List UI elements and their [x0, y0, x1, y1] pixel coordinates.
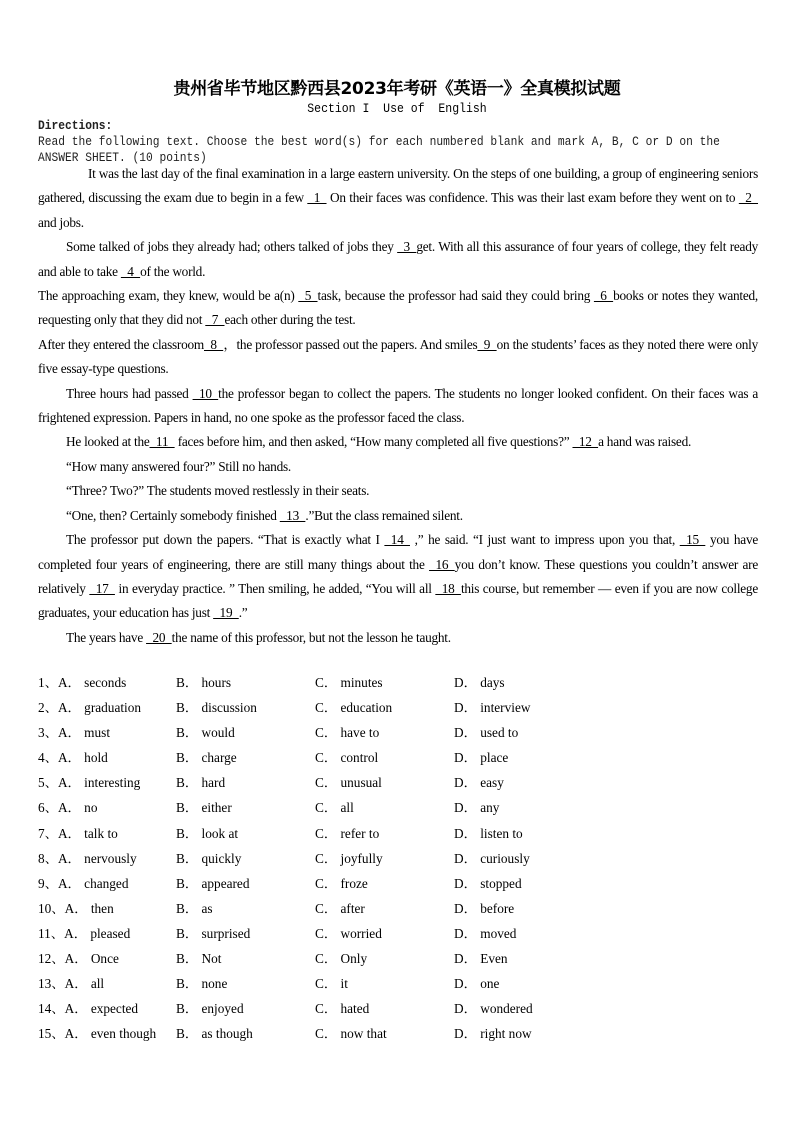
option-b[interactable] — [176, 971, 315, 996]
passage-text: “One, then? Certainly somebody finished — [66, 507, 280, 523]
option-letter: C． — [315, 675, 338, 690]
passage-text: on the students’ faces as they noted there were only five essay-type questions. — [38, 336, 759, 377]
question-number: 15、 — [38, 1026, 65, 1042]
page-title: 贵州省毕节地区黔西县2023年考研《英语一》全真模拟试题 — [173, 79, 621, 99]
option-a[interactable] — [38, 896, 176, 921]
passage-text: get. With all this assurance of four years of college, they felt ready and able to take — [38, 239, 758, 279]
option-letter: C． — [315, 825, 338, 841]
option-b[interactable] — [176, 670, 315, 695]
option-letter: C． — [315, 1001, 338, 1017]
numbered-blank: 20 — [146, 629, 172, 645]
option-letter: A． — [57, 800, 81, 816]
directions-label: Directions: — [38, 119, 113, 133]
option-text: it — [337, 976, 348, 992]
question-options-row — [38, 745, 758, 770]
option-text: control — [337, 750, 379, 766]
question-number: 8、 — [38, 850, 58, 866]
option-letter: B． — [176, 675, 199, 690]
option-letter: D． — [454, 775, 477, 791]
passage-text: of the world. — [140, 263, 206, 279]
numbered-blank: 19 — [213, 605, 239, 621]
numbered-blank: 14 — [384, 532, 410, 548]
option-text: moved — [476, 925, 517, 941]
option-text: hard — [198, 775, 226, 791]
question-options-row — [38, 946, 758, 971]
option-text: days — [476, 675, 505, 690]
passage-text: Some talked of jobs they already had; others talked of jobs they — [66, 239, 398, 255]
passage-text: The professor put down the papers. “That is exactly what I — [66, 532, 385, 548]
option-a[interactable] — [38, 871, 176, 896]
option-d[interactable] — [454, 795, 499, 820]
option-text: no — [80, 800, 98, 816]
question-number: 3、 — [38, 725, 58, 741]
option-text: all — [337, 800, 354, 816]
option-a[interactable] — [38, 745, 176, 770]
option-b[interactable] — [176, 896, 315, 921]
passage-paragraph — [38, 333, 758, 382]
option-letter: A． — [57, 700, 81, 716]
passage-text: After they entered the classroom — [38, 336, 204, 352]
option-text: easy — [476, 775, 504, 791]
passage-paragraph — [38, 162, 758, 235]
option-d[interactable] — [454, 770, 504, 795]
option-b[interactable] — [176, 745, 315, 770]
option-c[interactable] — [315, 821, 454, 846]
question-number: 10、 — [38, 900, 65, 916]
question-options-row — [38, 795, 758, 820]
option-c[interactable] — [315, 971, 454, 996]
option-c[interactable] — [315, 720, 454, 745]
option-letter: D． — [454, 951, 477, 967]
question-number: 13、 — [38, 976, 65, 992]
question-number: 2、 — [38, 700, 58, 716]
option-letter: B． — [176, 875, 199, 891]
question-options-row — [38, 996, 758, 1021]
option-a[interactable] — [38, 996, 176, 1021]
option-text: place — [476, 750, 509, 766]
option-letter: C． — [315, 750, 338, 766]
option-text: have to — [337, 725, 380, 741]
option-a[interactable] — [38, 670, 176, 695]
option-letter: B． — [176, 1001, 199, 1017]
question-options-row — [38, 921, 758, 946]
passage-text: ,” he said. “I just want to impress upon you that, — [409, 532, 680, 548]
option-text: either — [198, 800, 232, 816]
option-c[interactable] — [315, 946, 454, 971]
option-text: used to — [476, 725, 519, 741]
passage-text: Three hours had passed — [66, 385, 193, 401]
option-text: any — [476, 800, 500, 816]
option-text: right now — [476, 1026, 532, 1042]
question-options-row — [38, 695, 758, 720]
question-number: 5、 — [38, 775, 58, 791]
passage-paragraph — [38, 382, 758, 431]
option-letter: B． — [176, 1026, 199, 1042]
option-text: pleased — [87, 925, 131, 941]
question-options-row — [38, 896, 758, 921]
option-a[interactable] — [38, 795, 176, 820]
option-a[interactable] — [38, 821, 176, 846]
option-text: as — [198, 900, 213, 916]
option-letter: D． — [454, 750, 477, 766]
passage-text: this course, but remember — even if you are now college graduates, your education has just — [38, 580, 758, 621]
option-a[interactable] — [38, 770, 176, 795]
passage-paragraph — [38, 504, 758, 528]
question-number: 6、 — [38, 800, 58, 816]
option-letter: B． — [176, 700, 199, 716]
option-b[interactable] — [176, 821, 315, 846]
option-letter: D． — [454, 875, 477, 891]
option-letter: C． — [315, 875, 338, 891]
passage-text: The approaching exam, they knew, would be a(n) — [38, 288, 299, 304]
option-text: worried — [337, 925, 382, 941]
passage-text: and jobs. — [38, 214, 84, 230]
option-letter: B． — [176, 800, 199, 816]
passage-text: task, because the professor had said they could bring — [317, 288, 594, 304]
option-text: none — [198, 976, 228, 992]
answer-options-list — [38, 670, 758, 1046]
option-c[interactable] — [315, 871, 454, 896]
option-text: wondered — [476, 1001, 533, 1017]
option-d[interactable] — [454, 670, 505, 695]
option-d[interactable] — [454, 971, 499, 996]
passage-text: a hand was raised. — [598, 434, 692, 450]
option-a[interactable] — [38, 846, 176, 871]
numbered-blank: 12 — [572, 434, 599, 450]
option-text: minutes — [337, 675, 383, 690]
passage-text: ，the professor passed out the papers. And smiles — [223, 336, 478, 352]
question-options-row — [38, 821, 758, 846]
question-number: 7、 — [38, 825, 58, 841]
option-text: unusual — [337, 775, 382, 791]
option-letter: A． — [64, 951, 88, 967]
option-d[interactable] — [454, 695, 530, 720]
numbered-blank: 18 — [435, 580, 461, 596]
option-text: Only — [337, 951, 368, 967]
option-text: then — [87, 900, 114, 916]
numbered-blank: 13 — [279, 507, 306, 523]
option-text: hours — [198, 675, 232, 690]
option-d[interactable] — [454, 996, 533, 1021]
option-d[interactable] — [454, 821, 523, 846]
passage-paragraph — [38, 430, 758, 454]
passage-text: the name of this professor, but not the lesson he taught. — [171, 629, 451, 645]
option-letter: C． — [315, 775, 338, 791]
option-letter: C． — [315, 700, 338, 716]
question-options-row — [38, 971, 758, 996]
passage-paragraph — [38, 528, 758, 626]
option-letter: D． — [454, 925, 477, 941]
numbered-blank: 1 — [307, 190, 327, 206]
option-letter: B． — [176, 775, 199, 791]
option-letter: A． — [57, 825, 81, 841]
option-letter: D． — [454, 1001, 477, 1017]
numbered-blank: 15 — [679, 532, 706, 548]
option-b[interactable] — [176, 846, 315, 871]
option-text: nervously — [80, 850, 137, 866]
directions-text-line1: Read the following text. Choose the best word(s) for each numbered blank and mark A, B, C or D on the — [38, 135, 720, 149]
numbered-blank: 5 — [298, 288, 318, 304]
numbered-blank: 11 — [149, 434, 175, 450]
option-letter: D． — [454, 900, 477, 916]
option-text: would — [198, 725, 235, 741]
option-letter: D． — [454, 976, 477, 992]
passage-text: you don’t know. These questions you couldn’t answer are relatively — [38, 556, 758, 596]
option-c[interactable] — [315, 896, 454, 921]
passage-text: each other during the test. — [224, 312, 356, 328]
option-letter: A． — [64, 900, 88, 916]
passage-text: the professor began to collect the papers. The students no longer looked confident. On their faces was a frightened expression. Papers in hand, no one spoke as the professor faced the class. — [38, 385, 758, 426]
question-number: 9、 — [38, 875, 58, 891]
option-a[interactable] — [38, 946, 176, 971]
numbered-blank: 7 — [205, 312, 225, 328]
passage-text: On their faces was confidence. This was their last exam before they went on to — [326, 190, 739, 206]
option-d[interactable] — [454, 896, 514, 921]
option-a[interactable] — [38, 921, 176, 946]
option-c[interactable] — [315, 770, 454, 795]
numbered-blank: 2 — [738, 190, 759, 206]
option-b[interactable] — [176, 871, 315, 896]
question-number: 1、 — [38, 675, 58, 690]
option-text: must — [80, 725, 111, 741]
option-c[interactable] — [315, 846, 454, 871]
option-letter: C． — [315, 976, 338, 992]
option-a[interactable] — [38, 720, 176, 745]
question-options-row — [38, 770, 758, 795]
option-b[interactable] — [176, 996, 315, 1021]
option-letter: A． — [64, 1001, 88, 1017]
numbered-blank: 17 — [89, 580, 115, 596]
option-letter: B． — [176, 725, 199, 741]
option-text: Once — [87, 951, 119, 967]
option-c[interactable] — [315, 921, 454, 946]
option-letter: D． — [454, 800, 477, 816]
option-letter: A． — [57, 775, 81, 791]
passage-text: It was the last day of the final examination in a large eastern university. On the steps of one building, a group of engineering seniors gathered, discussing the exam due to begin in a few — [38, 166, 758, 206]
option-d[interactable] — [454, 946, 508, 971]
option-d[interactable] — [454, 846, 530, 871]
option-letter: A． — [57, 850, 81, 866]
directions-text-line2: ANSWER SHEET. (10 points) — [38, 151, 207, 165]
option-text: listen to — [476, 825, 523, 841]
option-letter: B． — [176, 976, 199, 992]
question-number: 11、 — [38, 925, 65, 941]
option-letter: D． — [454, 725, 477, 741]
option-letter: B． — [176, 925, 199, 941]
option-text: froze — [337, 875, 368, 891]
option-d[interactable] — [454, 871, 522, 896]
option-text: one — [476, 976, 500, 992]
question-number: 14、 — [38, 1001, 65, 1017]
passage-paragraph — [38, 455, 758, 479]
option-text: talk to — [80, 825, 118, 841]
option-text: surprised — [198, 925, 251, 941]
option-letter: C． — [315, 951, 338, 967]
option-d[interactable] — [454, 921, 516, 946]
passage-text: “Three? Two?” The students moved restlessly in their seats. — [66, 483, 370, 499]
option-letter: C． — [315, 1026, 338, 1042]
option-a[interactable] — [38, 695, 176, 720]
option-letter: A． — [64, 925, 88, 941]
numbered-blank: 16 — [429, 556, 455, 572]
option-letter: C． — [315, 925, 338, 941]
option-letter: C． — [315, 900, 338, 916]
option-c[interactable] — [315, 670, 454, 695]
option-text: after — [337, 900, 365, 916]
option-letter: C． — [315, 850, 338, 866]
option-b[interactable] — [176, 921, 315, 946]
option-b[interactable] — [176, 946, 315, 971]
option-b[interactable] — [176, 720, 315, 745]
option-letter: D． — [454, 825, 477, 841]
passage-text: books or notes they wanted, requesting only that they did not — [38, 288, 758, 328]
option-letter: B． — [176, 750, 199, 766]
option-text: appeared — [198, 875, 250, 891]
question-options-row — [38, 846, 758, 871]
passage-text: .” — [238, 605, 248, 621]
option-letter: C． — [315, 725, 338, 741]
question-number: 12、 — [38, 951, 65, 967]
passage-text: “How many answered four?” Still no hands. — [66, 458, 291, 474]
option-text: refer to — [337, 825, 380, 841]
question-options-row — [38, 670, 758, 695]
passage-paragraph — [38, 479, 758, 503]
option-text: enjoyed — [198, 1001, 244, 1017]
cloze-passage — [38, 162, 758, 650]
option-letter: A． — [57, 725, 81, 741]
option-c[interactable] — [315, 745, 454, 770]
question-options-row — [38, 720, 758, 745]
option-d[interactable] — [454, 745, 508, 770]
option-b[interactable] — [176, 695, 315, 720]
option-text: changed — [80, 875, 129, 891]
numbered-blank: 4 — [120, 263, 141, 279]
option-text: interview — [476, 700, 531, 716]
option-letter: A． — [57, 875, 81, 891]
passage-paragraph — [38, 284, 758, 333]
option-letter: D． — [454, 850, 477, 866]
question-number: 4、 — [38, 750, 58, 766]
question-options-row — [38, 871, 758, 896]
option-letter: A． — [64, 976, 88, 992]
numbered-blank: 8 — [204, 336, 224, 352]
numbered-blank: 9 — [477, 336, 497, 352]
option-d[interactable] — [454, 720, 518, 745]
option-b[interactable] — [176, 1021, 315, 1046]
option-c[interactable] — [315, 1021, 454, 1046]
passage-text: He looked at the — [66, 434, 150, 450]
option-text: Not — [198, 951, 222, 967]
option-text: curiously — [476, 850, 530, 866]
option-text: now that — [337, 1026, 387, 1042]
option-a[interactable] — [38, 971, 176, 996]
option-text: seconds — [80, 675, 127, 690]
question-options-row — [38, 1021, 758, 1046]
option-text: education — [337, 700, 393, 716]
option-letter: D． — [454, 700, 477, 716]
option-b[interactable] — [176, 795, 315, 820]
option-text: charge — [198, 750, 237, 766]
option-d[interactable] — [454, 1021, 532, 1046]
passage-paragraph — [38, 235, 758, 284]
option-text: joyfully — [337, 850, 383, 866]
option-text: hated — [337, 1001, 370, 1017]
option-c[interactable] — [315, 695, 454, 720]
option-text: look at — [198, 825, 239, 841]
option-letter: D． — [454, 1026, 477, 1042]
option-letter: A． — [57, 675, 81, 690]
passage-text: faces before him, and then asked, “How many completed all five questions?” — [174, 434, 573, 450]
option-letter: A． — [64, 1026, 88, 1042]
option-text: all — [87, 976, 105, 992]
option-text: before — [476, 900, 515, 916]
option-letter: D． — [454, 675, 477, 690]
option-letter: B． — [176, 850, 199, 866]
option-text: hold — [80, 750, 108, 766]
option-b[interactable] — [176, 770, 315, 795]
option-a[interactable] — [38, 1021, 176, 1046]
passage-text: you have completed four years of engineering, there are still many things about the — [38, 532, 758, 572]
passage-text: .”But the class remained silent. — [305, 507, 463, 523]
passage-text: The years have — [66, 629, 147, 645]
option-c[interactable] — [315, 795, 454, 820]
section-heading: Section I Use of English — [307, 102, 487, 116]
option-text: interesting — [80, 775, 141, 791]
passage-paragraph — [38, 626, 758, 650]
option-letter: B． — [176, 900, 199, 916]
passage-text: in everyday practice. ” Then smiling, he added, “You will all — [114, 580, 436, 596]
option-letter: B． — [176, 825, 199, 841]
option-text: expected — [87, 1001, 139, 1017]
numbered-blank: 6 — [593, 288, 614, 304]
option-text: stopped — [476, 875, 522, 891]
option-letter: C． — [315, 800, 338, 816]
option-letter: A． — [57, 750, 81, 766]
option-text: quickly — [198, 850, 242, 866]
numbered-blank: 3 — [397, 239, 417, 255]
option-letter: B． — [176, 951, 199, 967]
option-text: even though — [87, 1026, 157, 1042]
numbered-blank: 10 — [192, 385, 219, 401]
option-text: Even — [476, 951, 508, 967]
option-c[interactable] — [315, 996, 454, 1021]
option-text: as though — [198, 1026, 253, 1042]
option-text: graduation — [80, 700, 142, 716]
option-text: discussion — [198, 700, 257, 716]
